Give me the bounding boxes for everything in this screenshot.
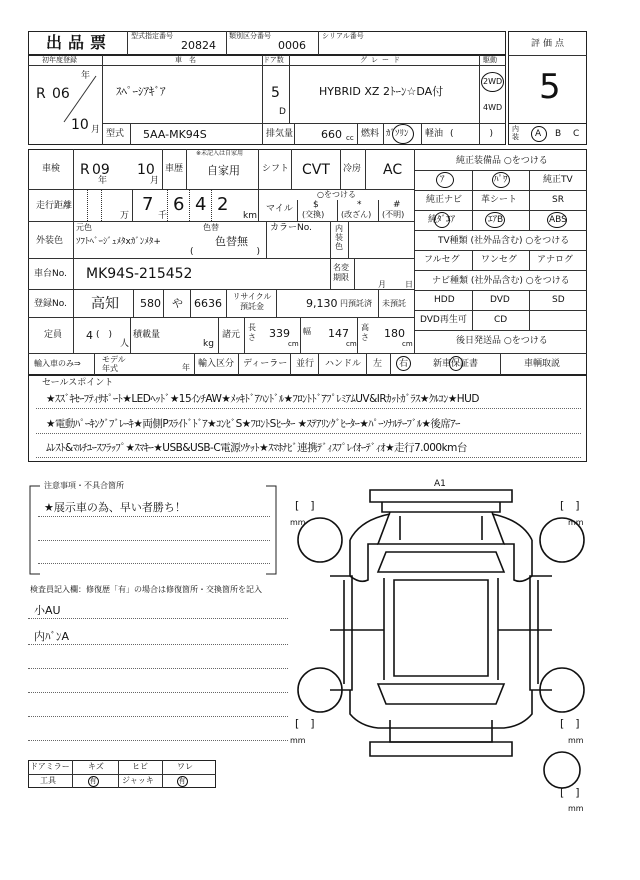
class-no: 0006 [278, 39, 306, 52]
capacity-paren: ( ) [96, 330, 113, 340]
first-reg-label: 初年度登録 [42, 56, 77, 64]
shift-value: CVT [302, 162, 330, 178]
jack-mark: 有 [178, 777, 186, 785]
use-value: 自家用 [207, 164, 240, 177]
model-value: 5AA-MK94S [143, 128, 207, 141]
displacement-value: 660 [321, 128, 342, 141]
equip-sr: SR [552, 195, 564, 205]
class-label: 類別区分番号 [229, 32, 271, 40]
tv-analog: アナログ [537, 255, 574, 265]
width-label: 幅 [303, 327, 311, 336]
equip-ac: ｱ [440, 175, 445, 185]
fuel-paren: ( ) [450, 129, 494, 139]
use-note: ※未記入は自家用 [196, 150, 244, 157]
tv-full: フルセグ [424, 255, 460, 265]
width-cm: cm [346, 340, 357, 348]
unknown-label: (不明) [382, 210, 405, 219]
shift-label: シフト [262, 164, 290, 174]
mm-br: mm [568, 736, 584, 745]
equip-title: 純正装備品 ○をつける [456, 156, 548, 166]
bracket-tl: [ ] [295, 499, 315, 512]
plate-region: 高知 [91, 296, 119, 312]
width-value: 147 [328, 327, 349, 340]
handle-right: 右 [399, 359, 409, 369]
mileage-d2: 6 [173, 194, 185, 215]
mileage-d4: 2 [217, 194, 229, 215]
equip-ac-circle [436, 172, 454, 188]
mileage-man: 万 [120, 211, 130, 221]
bracket-spare: [ ] [560, 786, 580, 799]
meigi-label: 名変期限 [333, 263, 349, 282]
car-diagram [290, 480, 600, 790]
handle-left: 左 [373, 359, 383, 369]
notes-label: 注意事項・不具合箇所 [44, 481, 124, 490]
interior-b: B [555, 129, 562, 139]
interior-label: 内装 [512, 125, 519, 141]
int-color-label: 内装色 [335, 224, 343, 251]
load-kg: kg [203, 339, 214, 349]
drive-4wd: 4WD [483, 103, 503, 112]
mileage-circle-note: ○をつける [317, 190, 356, 199]
use-label: 車歴 [165, 164, 184, 174]
recycle-label: リサイクル預託金 [232, 292, 272, 311]
model-year-unit: 年 [182, 363, 190, 372]
first-reg-month: 10 [71, 117, 89, 133]
door-type: D [279, 107, 286, 117]
later-title: 後日発送品 ○をつける [456, 336, 548, 346]
name-label: 車 名 [175, 56, 196, 64]
orig-color: ｿﾌﾄﾍﾞｰｼﾞｭﾒﾀxｶﾞﾝﾒﾀ+ [76, 237, 161, 247]
bracket-bl: [ ] [295, 717, 315, 730]
equip-navi: 純正ナビ [426, 195, 463, 205]
form-title: 出品票 [46, 33, 113, 52]
handle-label: ハンドル [325, 359, 362, 369]
equip-abs: ABS [549, 215, 567, 225]
plate-label: 登録No. [34, 299, 67, 309]
inspect-year-unit: 年 [98, 176, 108, 186]
paint-value: 色替無 [215, 235, 248, 248]
tv-one: ワンセグ [481, 255, 518, 265]
equip-aw: 純ﾀﾞｴｱ [428, 215, 456, 225]
serial-label: シリアル番号 [322, 32, 364, 40]
legend-tool: 工具 [40, 776, 56, 785]
interior-a: A [535, 129, 542, 139]
grade-value: HYBRID XZ 2ﾄｰﾝ☆DA付 [319, 85, 444, 98]
mm-tr: mm [568, 518, 584, 527]
legend-break: ワレ [177, 762, 193, 771]
model-cert-no: 20824 [181, 39, 216, 52]
length-label: 長さ [248, 323, 256, 342]
recycle-unpaid: 未預託 [382, 299, 406, 308]
first-reg-year: 06 [52, 86, 70, 102]
capacity-label: 定員 [44, 330, 63, 340]
meigi-day: 日 [405, 280, 413, 289]
dims-label: 諸元 [222, 330, 241, 340]
model-cert-label: 型式指定番号 [131, 32, 173, 40]
tamper-label: (改ざん) [341, 210, 372, 219]
chassis-label: 車台No. [34, 269, 67, 279]
score-value: 5 [539, 67, 561, 107]
mileage-label: 走行距離 [36, 201, 73, 211]
exchange-sym: $ [313, 200, 319, 210]
cc-unit: cc [346, 134, 354, 142]
legend-scratch: キズ [88, 762, 104, 771]
height-label: 高さ [361, 323, 369, 342]
grade-label: グレード [360, 56, 404, 64]
inspector-label: 検査員記入欄：修復歴「有」の場合は修復箇所・交換箇所を記入 [30, 585, 262, 594]
door-count: 5 [271, 85, 280, 101]
height-cm: cm [402, 340, 413, 348]
load-label: 積載量 [133, 330, 161, 340]
sales-line-3: ﾑﾚｽﾄ&ﾏﾙﾁﾕｰｽﾌﾗｯﾌﾟ★ｽﾏｷｰ★USB&USB-C電源ｿｹｯﾄ★ｽﾏﾎﾅﾋﾞ連携ﾃﾞｨｽﾌﾟﾚｲｵｰﾃﾞｨｵ★走行7.000km台 [46, 442, 467, 454]
import-dealer: ディーラー [243, 359, 288, 369]
paint-paren: ( ) [190, 247, 261, 257]
equip-airbag: ｴｱB [488, 215, 504, 225]
exchange-label: (交換) [302, 210, 325, 219]
later-manual: 車輌取説 [524, 359, 561, 369]
orig-color-label: 元色 [76, 223, 92, 232]
mile-label: マイル [266, 204, 293, 214]
later-warranty: 新車保証書 [433, 359, 479, 369]
mileage-sen: 千 [158, 211, 168, 221]
import-parallel: 並行 [296, 359, 315, 369]
score-label: 評価点 [531, 39, 568, 49]
recycle-unit: 円預託済 [340, 299, 372, 308]
inspector-line-2: 内ﾊﾞﾝA [34, 630, 70, 643]
sales-line-1: ★ｽｽﾞｷｾｰﾌﾃｨｻﾎﾟｰﾄ★LEDﾍｯﾄﾞ★15ｲﾝﾁAW★ﾒｯｷﾄﾞｱﾊﾝﾄﾞﾙ★ﾌﾛﾝﾄﾄﾞｱﾌﾟﾚﾐｱﾑUV&IRｶｯﾄｶﾞﾗｽ★ｸﾙｺﾝ★HUD [46, 393, 479, 405]
diagram-a1: A1 [434, 479, 446, 489]
mm-tl: mm [290, 518, 306, 527]
plate-class: 580 [140, 297, 161, 310]
displacement-label: 排気量 [266, 129, 294, 139]
inspect-label: 車検 [42, 164, 61, 174]
mileage-d3: 4 [195, 194, 207, 215]
bracket-br: [ ] [560, 717, 580, 730]
plate-kana: や [172, 297, 183, 310]
first-reg-era: R [36, 86, 46, 102]
fuel-gas: ｶﾞｿﾘﾝ [386, 129, 409, 139]
inspector-line-1: 小AU [34, 604, 61, 617]
inspect-era: R [80, 162, 90, 178]
sales-label: セールスポイント [42, 378, 114, 388]
equip-leather: 革シート [481, 195, 518, 205]
bracket-tr: [ ] [560, 499, 580, 512]
notes-text: ★展示車の為、早い者勝ち！ [44, 501, 186, 514]
capacity-value: 4 [86, 329, 93, 342]
equip-tv: 純正TV [543, 175, 573, 185]
height-value: 180 [384, 327, 405, 340]
vehicle-name: ｽﾍﾟｰｼｱｷﾞｱ [116, 85, 166, 98]
equip-pw: ﾊﾟﾜ [494, 175, 508, 185]
interior-c: C [573, 129, 580, 139]
tool-mark: 有 [89, 777, 97, 785]
ac-value: AC [383, 162, 403, 178]
navi-dvd: DVD [490, 295, 510, 305]
length-cm: cm [288, 340, 299, 348]
model-label: 型式 [106, 129, 125, 139]
doors-label: ドア数 [263, 56, 284, 64]
navi-sd: SD [552, 295, 565, 305]
recycle-value: 9,130 [306, 297, 338, 310]
navi-cd: CD [494, 315, 508, 325]
import-label: 輸入車のみ⇒ [34, 359, 81, 368]
inspect-month: 10 [137, 162, 155, 178]
notes-bracket [28, 480, 278, 580]
meigi-month: 月 [378, 280, 386, 289]
mm-bl: mm [290, 736, 306, 745]
legend-crack: ヒビ [132, 762, 148, 771]
inspect-month-unit: 月 [150, 176, 160, 186]
navi-title: ナビ種類 (社外品含む) ○をつける [432, 276, 570, 286]
navi-dvdplay: DVD再生可 [420, 315, 467, 325]
capacity-unit: 人 [120, 339, 130, 349]
fuel-diesel: 軽油 [425, 129, 444, 139]
import-type-label: 輸入区分 [198, 359, 235, 369]
fuel-label: 燃料 [361, 129, 380, 139]
mileage-km: km [243, 211, 257, 221]
sales-line-2: ★電動ﾊﾟｰｷﾝｸﾞﾌﾞﾚｰｷ★両側Pｽﾗｲﾄﾞﾄﾞｱ★ｺﾝﾋﾞS★ﾌﾛﾝﾄSﾋｰﾀｰ ★ｽﾃｱﾘﾝｸﾞﾋｰﾀｰ★ﾊﾟｰｿﾅﾙﾃｰﾌﾞﾙ★後席ｱｰ [46, 418, 460, 430]
legend-door-mirror: ドアミラー [30, 762, 70, 771]
tv-title: TV種類 (社外品含む) ○をつける [438, 236, 570, 246]
drive-label: 駆動 [483, 56, 497, 64]
tamper-sym: * [357, 200, 362, 210]
color-label: 外装色 [36, 236, 64, 246]
inspect-year: 09 [92, 162, 110, 178]
month-unit: 月 [91, 125, 101, 135]
paint-label: 色替 [203, 223, 219, 232]
model-year-label: モデル年式 [102, 355, 126, 373]
ac-label: 冷房 [343, 164, 362, 174]
plate-number: 6636 [194, 297, 222, 310]
legend-jack: ジャッキ [122, 776, 154, 785]
color-no-label: カラーNo. [270, 223, 312, 233]
chassis-value: MK94S-215452 [86, 266, 193, 282]
unknown-sym: # [393, 200, 401, 210]
year-unit: 年 [81, 71, 91, 81]
mileage-d1: 7 [142, 194, 154, 215]
navi-hdd: HDD [434, 295, 455, 305]
mm-spare: mm [568, 804, 584, 813]
drive-2wd: 2WD [483, 77, 503, 86]
length-value: 339 [269, 327, 290, 340]
